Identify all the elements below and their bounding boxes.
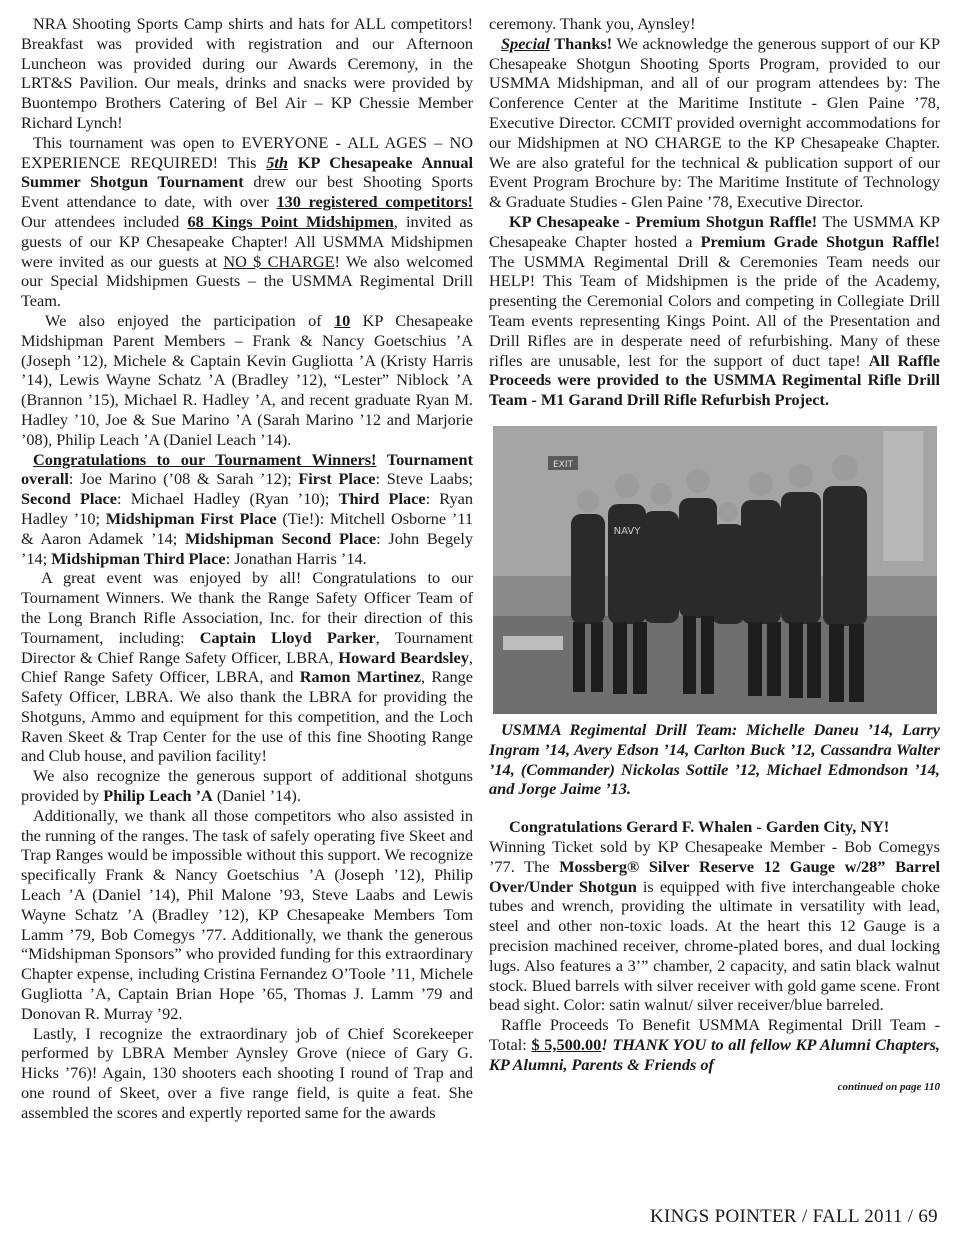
paragraph: We also enjoyed the participation of 10 KP Chesapeake Midshipman Parent Members – Frank & Nancy Goetschius ’A (Joseph ’12), Michele & Captain Kevin Gugliotta ’A (Kristy Harris ’14), Lewis Wayne Schatz ’A (Bradley ’12), “Lester” Niblock ’A (Brannon ’15), Michael R. Hadley ’A, and recent graduate Ryan M. Hadley ’10, Joe & Sue Marino ’A (Sarah Marino ’12 and Marjorie ’08), Philip Leach ’A (Daniel Leach ’14).: [21, 310, 473, 449]
paragraph: This tournament was open to EVERYONE - ALL AGES – NO EXPERIENCE REQUIRED! This 5th KP Chesapeake Annual Summer Shotgun Tournament drew our best Shooting Sports Event attendance to date, with over 130 registered competitors! Our attendees included 68 Kings Point Midshipmen, invited as guests of our KP Chesapeake Chapter! All USMMA Midshipmen were invited as our guests at NO $ CHARGE! We also welcomed our Special Midshipmen Guests – the USMMA Regimental Drill Team.: [21, 132, 473, 311]
paragraph: KP Chesapeake - Premium Shotgun Raffle! The USMMA KP Chesapeake Chapter hosted a Premium Grade Shotgun Raffle! The USMMA Regimental Drill & Ceremonies Team needs our HELP! This Team of Midshipmen is the pride of the Academy, presenting the Ceremonial Colors and competing in Collegiate Drill Team events representing Kings Point. All of the Presentation and Drill Rifles are in desperate need of refurbishing. Many of these rifles are unusable, lest for the support of duct tape! All Raffle Proceeds were provided to the USMMA Regimental Rifle Drill Team - M1 Garand Drill Rifle Refurbish Project.: [489, 211, 940, 410]
photo-caption: USMMA Regimental Drill Team: Michelle Daneu ’14, Larry Ingram ’14, Avery Edson ’14, Carlton Buck ’12, Cassandra Walter ’14, (Commander) Nickolas Sottile ’12, Michael Edmondson ’14, and Jorge Jaime ’13.: [489, 719, 940, 799]
section-heading: Congratulations Gerard F. Whalen - Garden City, NY!: [509, 817, 890, 837]
paragraph: We also recognize the generous support of additional shotguns provided by Philip Leach ’A (Daniel ’14).: [21, 766, 473, 806]
paragraph: A great event was enjoyed by all! Congratulations to our Tournament Winners. We thank the Range Safety Officer Team of the Long Branch Rifle Association, Inc. for their direction of this Tournament, including: Captain Lloyd Parker, Tournament Director & Chief Range Safety Officer, LBRA, Howard Beardsley, Chief Range Safety Officer, LBRA, and Ramon Martinez, Range Safety Officer, LBRA. We also thank the LBRA for providing the Shotguns, Ammo and equipment for this competition, and the Loch Raven Skeet & Trap Center for the use of this fine Shooting Range and Club house, and pavilion facility!: [21, 568, 474, 766]
paragraph: Congratulations to our Tournament Winners! Tournament overall: Joe Marino (’08 & Sarah ’12); First Place: Steve Laabs; Second Place: Michael Hadley (Ryan ’10); Third Place: Ryan Hadley ’10; Midshipman First Place (Tie!): Mitchell Osborne ’11 & Aaron Adamek ’14; Midshipman Second Place: John Begely ’14; Midshipman Third Place: Jonathan Harris ’14.: [21, 449, 474, 568]
right-column: [489, 14, 940, 1098]
left-column: [21, 14, 473, 1123]
paragraph: NRA Shooting Sports Camp shirts and hats for ALL competitors! Breakfast was provided with registration and our Afternoon Luncheon was provided during our Awards Ceremony, in the LRT&S Pavilion. Our meals, drinks and snacks were provided by Buontempo Brothers Catering of Bel Air – KP Chessie Member Richard Lynch!: [21, 14, 473, 132]
paragraph: ceremony. Thank you, Aynsley!: [489, 14, 696, 33]
paragraph: Lastly, I recognize the extraordinary job of Chief Scorekeeper performed by LBRA Member Aynsley Grove (niece of Gary G. Hicks ’76)! Again, 130 shooters each shooting I round of Trap and one round of Skeet, over a five range field, is quite a feat. She assembled the scores and expertly reported same for the awards: [21, 1023, 473, 1122]
continued-note: continued on page 110: [837, 1081, 940, 1094]
paragraph: Raffle Proceeds To Benefit USMMA Regimental Drill Team -Total: $ 5,500.00! THANK YOU to all fellow KP Alumni Chapters, KP Alumni, Parents & Friends of: [489, 1015, 940, 1074]
exit-sign-text: EXIT: [552, 459, 574, 470]
paragraph: Winning Ticket sold by KP Chesapeake Member - Bob Comegys ’77. The Mossberg® Silver Reserve 12 Gauge w/28” Barrel Over/Under Shotgun is equipped with five interchangeable choke tubes and wrench, providing the ultimate in versatility with lead, steel and other non-toxic loads. At the heart this 12 Gauge is a precision machined receiver, chrome-plated bores, and dual locking lugs. Also features a 3’” chamber, 2 capacity, and satin black walnut stock. Blued barrels with silver receiver with gold game scene. Front bead sight. Color: satin walnut/ silver receiver/blue barreled.: [489, 836, 940, 1015]
shirt-text: NAVY: [613, 525, 641, 537]
paragraph: Additionally, we thank all those competitors who also assisted in the running of the ranges. The task of safely operating five Skeet and Trap Ranges would be impossible without this support. We recognize specifically Frank & Nancy Goetschius ’A (Joseph ’12), Philip Leach ’A (Daniel ’14), Phil Malone ’93, Steve Laabs and Lewis Wayne Schatz ’A (Bradley ’12), KP Chesapeake Members Tom Lamm ’79, Bob Comegys ’77. Additionally, we thank the generous “Midshipman Sponsors” who provided funding for this extraordinary Chapter expense, including Cristina Fernandez O’Toole ’11, Michele Gugliotta ’A, Captain Brian Hope ’65, Thomas J. Lamm ’79 and Donovan R. Murray ’92.: [21, 805, 473, 1023]
paragraph: Special Thanks! We acknowledge the generous support of our KP Chesapeake Shotgun Shooting Sports Program, provided to our USMMA Midshipman, and all of our program attendees by: The Conference Center at the Maritime Institute - Glen Paine ’78, Executive Director. CCMIT provided overnight accommodations for our Midshipmen at NO CHARGE to the KP Chesapeake Chapter. We are also grateful for the technical & publication support of our Event Program Brochure by: The Maritime Institute of Technology & Graduate Studies - Glen Paine ’78, Executive Director.: [489, 33, 940, 212]
drill-team-photo: [493, 426, 937, 714]
page-footer: KINGS POINTER / FALL 2011 / 69: [649, 1206, 938, 1227]
